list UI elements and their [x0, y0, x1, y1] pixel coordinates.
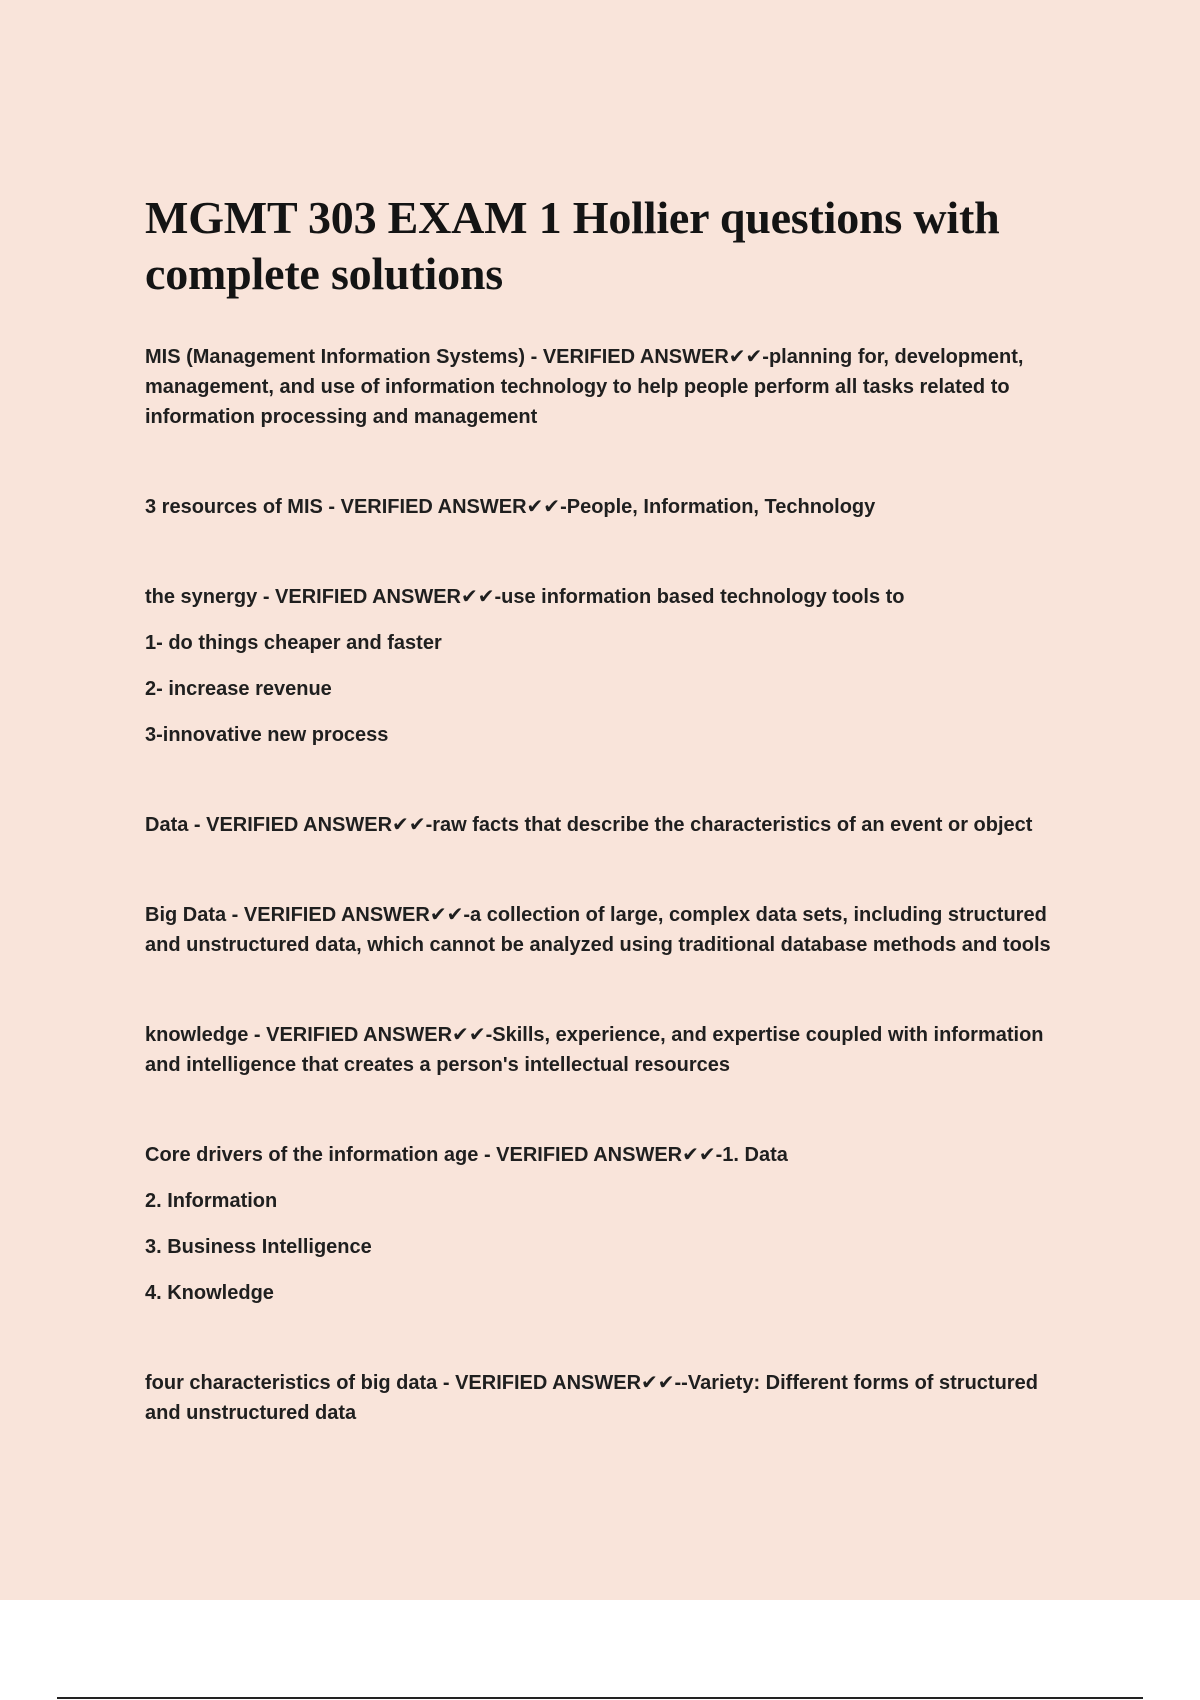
qa-subline: 3. Business Intelligence: [145, 1236, 372, 1258]
qa-entry: [145, 492, 1065, 522]
document-title: MGMT 303 EXAM 1 Hollier questions with complete solutions: [145, 192, 1000, 299]
qa-list: [145, 342, 1065, 1428]
qa-text: four characteristics of big data - VERIFIED ANSWER✔✔--Variety: Different forms of structured and unstructured data: [145, 1372, 1038, 1424]
qa-text: Big Data - VERIFIED ANSWER✔✔-a collection of large, complex data sets, including structured and unstructured data, which cannot be analyzed using traditional database methods and tools: [145, 904, 1051, 956]
qa-text: the synergy - VERIFIED ANSWER✔✔-use information based technology tools to: [145, 586, 905, 608]
qa-entry: [145, 582, 1065, 750]
qa-text: Data - VERIFIED ANSWER✔✔-raw facts that describe the characteristics of an event or object: [145, 814, 1033, 836]
qa-entry: [145, 342, 1065, 432]
footer-divider: [57, 1697, 1143, 1699]
qa-entry: [145, 1140, 1065, 1308]
qa-subline: 1- do things cheaper and faster: [145, 632, 442, 654]
qa-subline: 4. Knowledge: [145, 1282, 274, 1304]
qa-entry: [145, 1368, 1065, 1428]
qa-text: Core drivers of the information age - VERIFIED ANSWER✔✔-1. Data: [145, 1144, 788, 1166]
qa-entry: [145, 810, 1065, 840]
qa-subline: 2- increase revenue: [145, 678, 332, 700]
qa-text: 3 resources of MIS - VERIFIED ANSWER✔✔-People, Information, Technology: [145, 496, 876, 518]
qa-subline: 3-innovative new process: [145, 724, 389, 746]
document-content: [145, 190, 1065, 1488]
qa-entry: [145, 900, 1065, 960]
qa-text: knowledge - VERIFIED ANSWER✔✔-Skills, experience, and expertise coupled with information and intelligence that creates a person's intellectual resources: [145, 1024, 1044, 1076]
qa-subline: 2. Information: [145, 1190, 278, 1212]
qa-entry: [145, 1020, 1065, 1080]
qa-text: MIS (Management Information Systems) - VERIFIED ANSWER✔✔-planning for, development, management, and use of information technology to help people perform all tasks related to information processing and management: [145, 346, 1024, 428]
